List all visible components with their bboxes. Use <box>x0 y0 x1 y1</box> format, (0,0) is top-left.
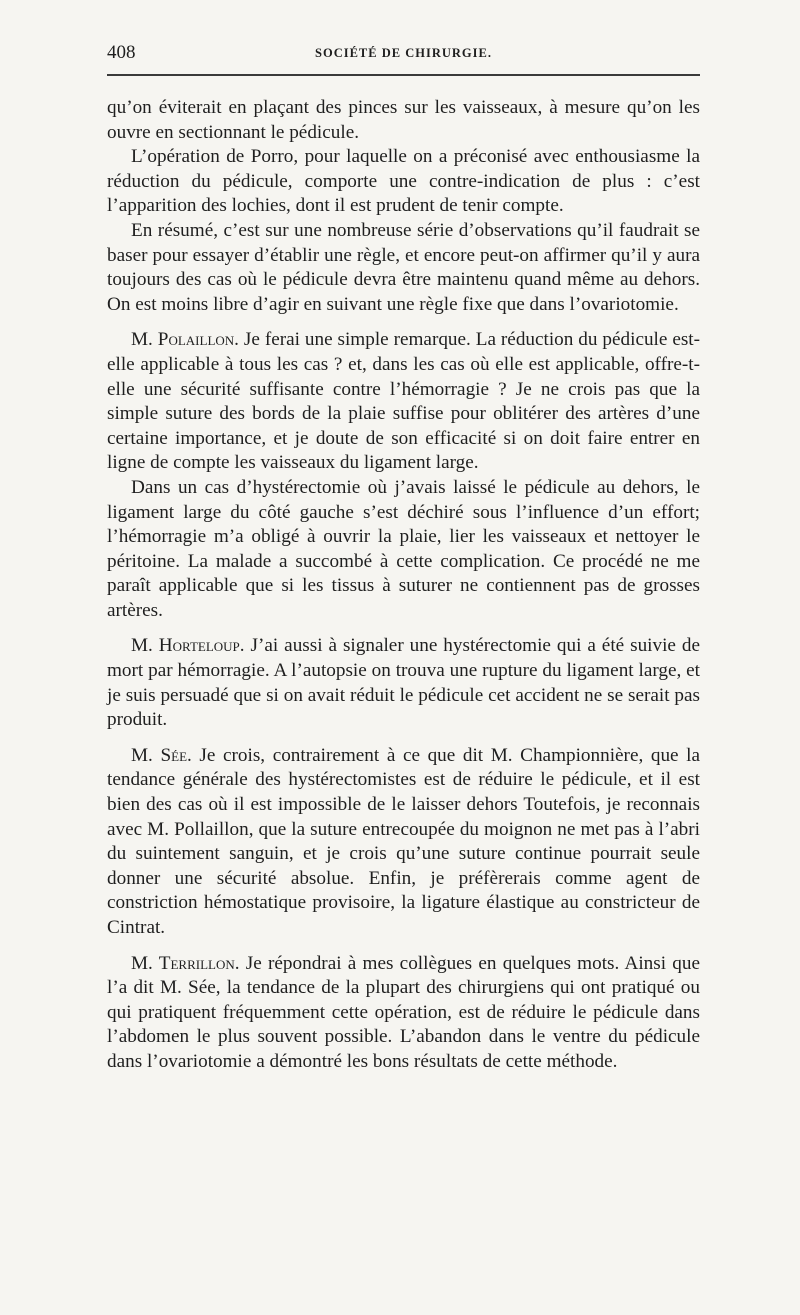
page-header <box>107 38 700 68</box>
paragraph-porro: L’opération de Porro, pour laquelle on a préconisé avec enthousiasme la réduction du pédicule, comporte une contre-indication de plus : c’est l’apparition des lochies, dont il est prudent de tenir compte. <box>107 146 700 217</box>
paragraph-resume: En résumé, c’est sur une nombreuse série d’observations qu’il faudrait se baser pour essayer d’établir une règle, et encore peut-on affirmer qu’il y aura toujours des cas où le pédicule devra être maintenu quand même au dehors. On est moins libre d’agir en suivant une règle fixe que dans l’ovariotomie. <box>107 219 700 315</box>
paragraph-horteloup: M. Horteloup. J’ai aussi à signaler une hystérectomie qui a été suivie de mort par hémorragie. A l’autopsie on trouva une rupture du ligament large, et je suis persuadé que si on avait réduit le pédicule cet accident ne se serait pas produit. <box>107 635 701 731</box>
speaker-name: M. Terrillon. <box>131 952 240 974</box>
paragraph-see: M. Sée. Je crois, contrairement à ce que dit M. Championnière, que la tendance générale des hystérectomistes est de réduire le pédicule, et il est bien des cas où il est impossible de le laisser dehors Toutefois, je reconnais avec M. Pollaillon, que la suture entrecoupée du moignon ne met pas à l’abri du suintement sanguin, et je crois qu’une suture continue pourrait seule donner une sécurité absolue. Enfin, je préfèrerais comme agent de constriction hémostatique provisoire, la ligature élastique au constricteur de Cintrat. <box>107 744 700 938</box>
speaker-name: M. Polaillon. <box>131 329 239 351</box>
page-number: 408 <box>107 42 136 63</box>
speaker-name: M. Sée. <box>131 744 192 766</box>
paragraph-polaillon: M. Polaillon. Je ferai une simple remarque. La réduction du pédicule est-elle applicable à tous les cas ? et, dans les cas où elle est applicable, offre-t-elle une sécurité suffisante contre l’hémorragie ? Je ne crois pas que la simple suture des bords de la plaie suffise pour oblitérer des artères d’une certaine importance, et je doute de son efficacité si on doit faire entrer en ligne de compte les vaisseaux du ligament large. <box>107 329 701 474</box>
speaker-name: M. Horteloup. <box>131 635 245 657</box>
paragraph-terrillon: M. Terrillon. Je répondrai à mes collègues en quelques mots. Ainsi que l’a dit M. Sée, la tendance de la plupart des chirurgiens qui ont pratiqué ou qui pratiquent fréquemment cette opération, est de réduire le pédicule dans l’abdomen le plus souvent possible. L’abandon dans le ventre du pédicule dans l’ovariotomie a démontré les bons résultats de cette méthode. <box>107 952 700 1072</box>
header-rule <box>107 74 700 76</box>
document-page <box>107 38 700 1075</box>
paragraph-hysterectomie: Dans un cas d’hystérectomie où j’avais laissé le pédicule au dehors, le ligament large du côté gauche s’est déchiré sous l’influence d’un effort; l’hémorragie m’a obligé à ouvrir la plaie, lier les vaisseaux et nettoyer le péritoine. La malade a succombé à cette complication. Ce procédé ne me paraît applicable que si les tissus à suturer ne contiennent pas de grosses artères. <box>107 476 700 621</box>
running-title: SOCIÉTÉ DE CHIRURGIE. <box>315 46 492 60</box>
text-body <box>107 96 700 1075</box>
paragraph-continuation: qu’on éviterait en plaçant des pinces sur les vaisseaux, à mesure qu’on les ouvre en sectionnant le pédicule. <box>107 97 700 143</box>
